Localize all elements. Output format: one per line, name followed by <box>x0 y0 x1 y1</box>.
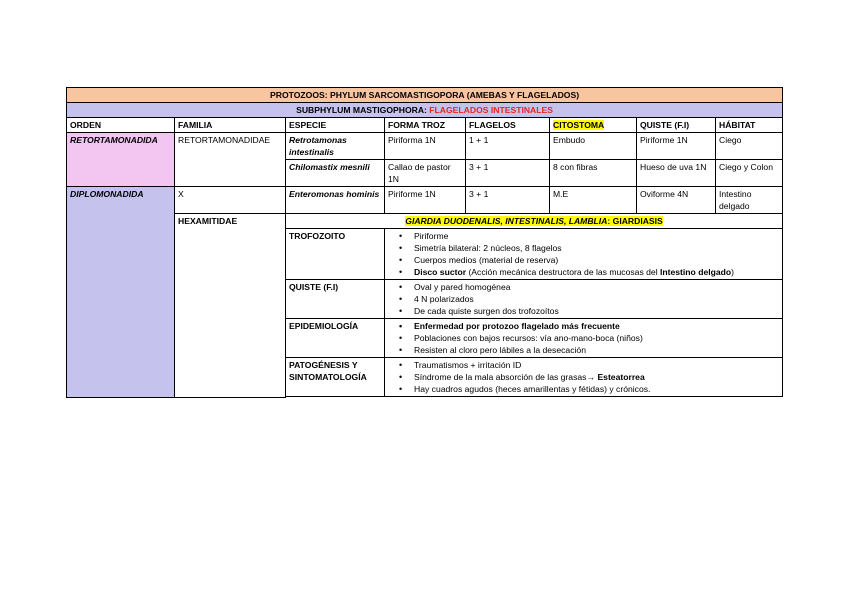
list-item: • Piriforme <box>414 230 779 242</box>
citostoma-cell: 8 con fibras <box>550 160 637 187</box>
list-item: • Oval y pared homogénea <box>414 281 779 293</box>
giardia-title: GIARDIA DUODENALIS, INTESTINALIS, LAMBLIA: GIARDIASIS <box>286 214 783 229</box>
table-row <box>67 187 783 214</box>
quiste-cell: Piriforme 1N <box>637 133 716 160</box>
section-content <box>385 319 783 358</box>
section-label: PATOGÉNESIS Y SINTOMATOLOGÍA <box>286 358 385 397</box>
forma-cell: Piriforma 1N <box>385 133 466 160</box>
phylum-title: PROTOZOOS: PHYLUM SARCOMASTIGOPORA (AMEBAS Y FLAGELADOS) <box>67 88 783 103</box>
flagelos-cell: 3 + 1 <box>466 187 550 214</box>
header-especie: ESPECIE <box>286 118 385 133</box>
familia-cell: RETORTAMONADIDAE <box>175 133 286 187</box>
forma-cell: Callao de pastor 1N <box>385 160 466 187</box>
familia-hexamitidae: HEXAMITIDAE <box>175 214 286 398</box>
hexamitidae-title-row <box>67 214 783 229</box>
especie-cell: Enteromonas hominis <box>286 187 385 214</box>
quiste-cell: Hueso de uva 1N <box>637 160 716 187</box>
header-quiste: QUISTE (F.I) <box>637 118 716 133</box>
forma-cell: Piriforme 1N <box>385 187 466 214</box>
especie-cell: Retrotamonas intestinalis <box>286 133 385 160</box>
citostoma-cell: M.E <box>550 187 637 214</box>
table-row <box>67 133 783 160</box>
section-content <box>385 280 783 319</box>
orden-cell: RETORTAMONADIDA <box>67 133 175 187</box>
section-label: TROFOZOITO <box>286 229 385 280</box>
list-item: • Resisten al cloro pero lábiles a la desecación <box>414 344 779 356</box>
familia-cell: X <box>175 187 286 214</box>
subphylum-highlight: FLAGELADOS INTESTINALES <box>429 105 553 115</box>
citostoma-cell: Embudo <box>550 133 637 160</box>
section-content <box>385 229 783 280</box>
habitat-cell: Intestino delgado <box>716 187 783 214</box>
header-citostoma: CITOSTOMA <box>550 118 637 133</box>
list-item: • De cada quiste surgen dos trofozoítos <box>414 305 779 317</box>
list-item: • Simetría bilateral: 2 núcleos, 8 flagelos <box>414 242 779 254</box>
habitat-cell: Ciego <box>716 133 783 160</box>
quiste-cell: Oviforme 4N <box>637 187 716 214</box>
flagelos-cell: 3 + 1 <box>466 160 550 187</box>
header-forma: FORMA TROZ <box>385 118 466 133</box>
flagelos-cell: 1 + 1 <box>466 133 550 160</box>
header-row <box>67 118 783 133</box>
header-habitat: HÁBITAT <box>716 118 783 133</box>
list-item: • Síndrome de la mala absorción de las grasas→ Esteatorrea <box>414 371 779 383</box>
list-item: • Hay cuadros agudos (heces amarillentas y fétidas) y crónicos. <box>414 383 779 395</box>
orden-cell: DIPLOMONADIDA <box>67 187 175 398</box>
section-label: QUISTE (F.I) <box>286 280 385 319</box>
list-item: • Enfermedad por protozoo flagelado más frecuente <box>414 320 779 332</box>
list-item: • Disco suctor (Acción mecánica destructora de las mucosas del Intestino delgado) <box>414 266 779 278</box>
subphylum-title: SUBPHYLUM MASTIGOPHORA: FLAGELADOS INTESTINALES <box>67 103 783 118</box>
list-item: • 4 N polarizados <box>414 293 779 305</box>
especie-cell: Chilomastix mesnili <box>286 160 385 187</box>
protozoa-table <box>66 87 783 398</box>
section-content <box>385 358 783 397</box>
list-item: • Traumatismos + irritación ID <box>414 359 779 371</box>
header-familia: FAMILIA <box>175 118 286 133</box>
habitat-cell: Ciego y Colon <box>716 160 783 187</box>
header-orden: ORDEN <box>67 118 175 133</box>
section-label: EPIDEMIOLOGÍA <box>286 319 385 358</box>
header-flagelos: FLAGELOS <box>466 118 550 133</box>
list-item: • Cuerpos medios (material de reserva) <box>414 254 779 266</box>
list-item: • Poblaciones con bajos recursos: vía ano-mano-boca (niños) <box>414 332 779 344</box>
